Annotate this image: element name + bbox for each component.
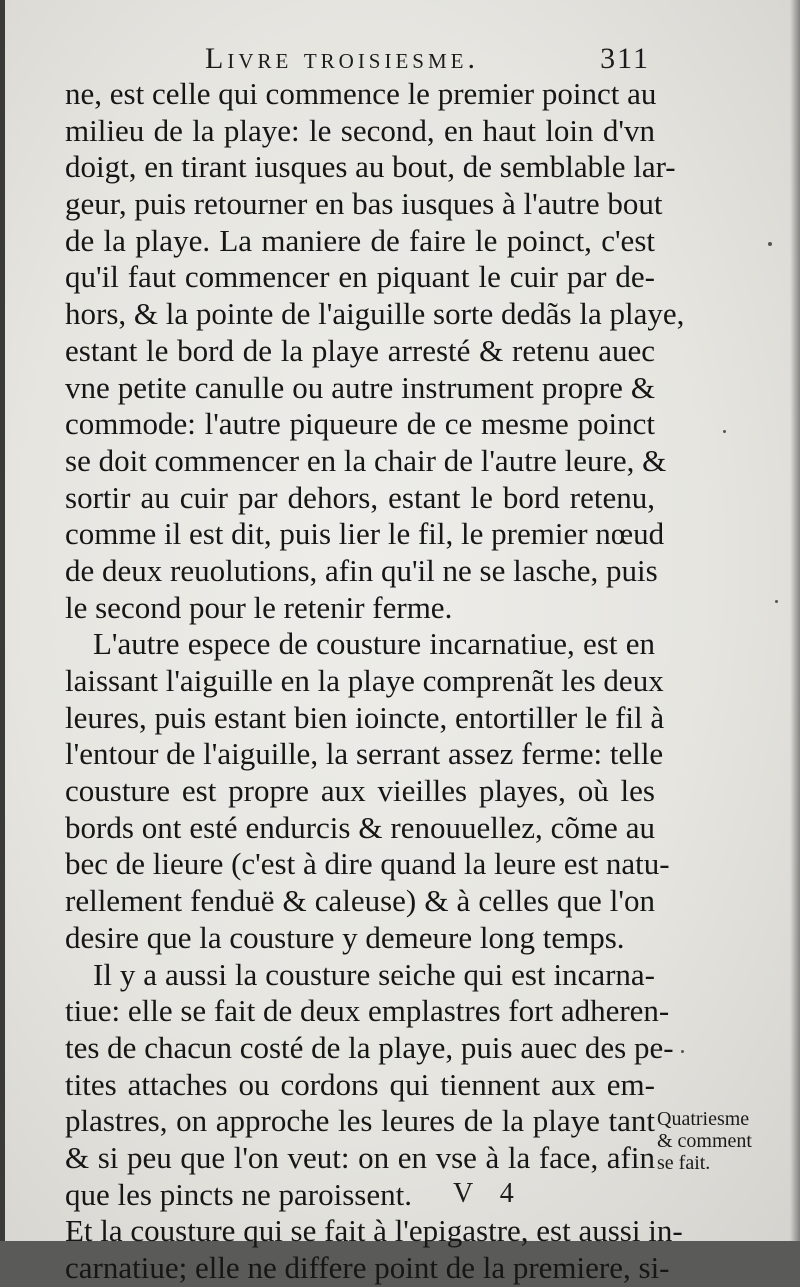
- text-line: geur, puis retourner en bas iusques à l'autre bout: [65, 186, 663, 222]
- text-line: Il y a aussi la cousture seiche qui est incarna-: [93, 956, 655, 992]
- ink-speck: [775, 600, 778, 603]
- text-line: vne petite canulle ou autre instrument propre &: [65, 369, 655, 405]
- text-line: Et la cousture qui se fait à l'epigastre, est aussi in-: [65, 1213, 683, 1249]
- text-line: hors, & la pointe de l'aiguille sorte dedãs la playe,: [65, 296, 685, 332]
- text-line: le second pour le retenir ferme.: [65, 589, 453, 625]
- margin-note-line: se fait.: [657, 1152, 711, 1174]
- text-line: commode: l'autre piqueure de ce mesme poinct: [65, 406, 655, 442]
- text-line: qu'il faut commencer en piquant le cuir par de-: [65, 259, 655, 295]
- text-line: tites attaches ou cordons qui tiennent aux em-: [65, 1066, 655, 1102]
- text-line: estant le bord de la playe arresté & retenu auec: [65, 332, 655, 368]
- text-line: & si peu que l'on veut: on en vse à la face, afin: [65, 1139, 655, 1175]
- text-line: tiue: elle se fait de deux emplastres fort adheren-: [65, 993, 670, 1029]
- margin-note: [657, 1108, 797, 1174]
- text-line: cousture est propre aux vieilles playes, où les: [65, 773, 655, 809]
- text-line: l'entour de l'aiguille, la serrant assez ferme: telle: [65, 736, 664, 772]
- margin-note-line: Quatriesme: [657, 1108, 750, 1130]
- text-line: tes de chacun costé de la playe, puis auec des pe-: [65, 1029, 674, 1065]
- text-line: plastres, on approche les leures de la playe tant: [65, 1103, 655, 1139]
- text-line: carnatiue; elle ne differe point de la premiere, si-: [65, 1250, 670, 1285]
- text-line: desire que la cousture y demeure long temps.: [65, 919, 625, 955]
- page-number: 311: [600, 42, 650, 75]
- text-line: ne, est celle qui commence le premier poinct au: [65, 76, 657, 111]
- text-line: sortir au cuir par dehors, estant le bord retenu,: [65, 479, 655, 515]
- text-line: se doit commencer en la chair de l'autre leure, &: [65, 442, 667, 478]
- signature-mark: V 4: [453, 1178, 524, 1209]
- text-line: que les pincts ne paroissent.: [65, 1176, 412, 1212]
- text-line: milieu de la playe: le second, en haut loin d'vn: [65, 112, 655, 148]
- text-line: bec de lieure (c'est à dire quand la leure est natu-: [65, 846, 670, 882]
- text-line: laissant l'aiguille en la playe comprenãt les deux: [65, 663, 664, 698]
- ink-speck: [723, 430, 726, 433]
- ink-speck: [768, 242, 772, 246]
- running-title: Livre troisiesme.: [205, 42, 479, 75]
- margin-note-line: & comment: [657, 1130, 752, 1152]
- text-line: L'autre espece de cousture incarnatiue, est en: [93, 626, 655, 662]
- text-line: comme il est dit, puis lier le fil, le premier nœud: [65, 516, 665, 552]
- text-line: rellement fenduë & caleuse) & à celles que l'on: [65, 883, 655, 919]
- body-text: [65, 76, 685, 1287]
- text-line: bords ont esté endurcis & renouuellez, cõme au: [65, 809, 655, 845]
- ink-speck: [681, 1050, 684, 1053]
- text-line: de la playe. La maniere de faire le poinct, c'est: [65, 222, 655, 258]
- text-line: leures, puis estant bien ioincte, entortiller le fil à: [65, 699, 665, 735]
- text-line: de deux reuolutions, afin qu'il ne se lasche, puis: [65, 552, 658, 588]
- text-line: doigt, en tirant iusques au bout, de semblable lar-: [65, 149, 676, 185]
